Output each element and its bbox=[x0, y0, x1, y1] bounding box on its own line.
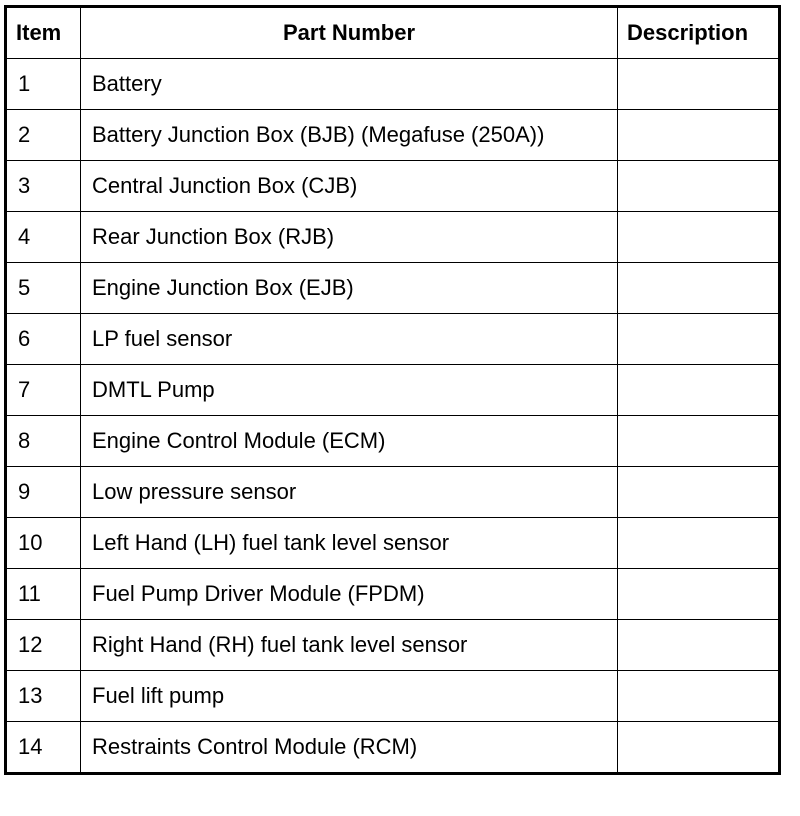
description-cell bbox=[618, 263, 780, 314]
part-name-cell: LP fuel sensor bbox=[81, 314, 618, 365]
description-cell bbox=[618, 569, 780, 620]
description-cell bbox=[618, 467, 780, 518]
table-row bbox=[6, 263, 780, 314]
part-name-cell: Engine Control Module (ECM) bbox=[81, 416, 618, 467]
description-cell bbox=[618, 314, 780, 365]
item-number-cell: 5 bbox=[6, 263, 81, 314]
description-cell bbox=[618, 722, 780, 774]
part-name-cell: Rear Junction Box (RJB) bbox=[81, 212, 618, 263]
part-name-cell: Battery Junction Box (BJB) (Megafuse (250A)) bbox=[81, 110, 618, 161]
item-number-cell: 9 bbox=[6, 467, 81, 518]
table-row bbox=[6, 110, 780, 161]
item-number-cell: 2 bbox=[6, 110, 81, 161]
item-number-cell: 14 bbox=[6, 722, 81, 774]
header-part-number: Part Number bbox=[81, 7, 618, 59]
parts-table bbox=[4, 5, 781, 775]
part-name-cell: Restraints Control Module (RCM) bbox=[81, 722, 618, 774]
part-name-cell: DMTL Pump bbox=[81, 365, 618, 416]
table-row bbox=[6, 518, 780, 569]
table-row bbox=[6, 212, 780, 263]
header-item: Item bbox=[6, 7, 81, 59]
table-body bbox=[6, 59, 780, 774]
item-number-cell: 4 bbox=[6, 212, 81, 263]
item-number-cell: 3 bbox=[6, 161, 81, 212]
table-row bbox=[6, 467, 780, 518]
description-cell bbox=[618, 518, 780, 569]
table-row bbox=[6, 161, 780, 212]
header-row bbox=[6, 7, 780, 59]
description-cell bbox=[618, 161, 780, 212]
table-row bbox=[6, 722, 780, 774]
item-number-cell: 6 bbox=[6, 314, 81, 365]
part-name-cell: Left Hand (LH) fuel tank level sensor bbox=[81, 518, 618, 569]
description-cell bbox=[618, 416, 780, 467]
item-number-cell: 8 bbox=[6, 416, 81, 467]
table-row bbox=[6, 314, 780, 365]
description-cell bbox=[618, 620, 780, 671]
item-number-cell: 10 bbox=[6, 518, 81, 569]
part-name-cell: Battery bbox=[81, 59, 618, 110]
part-name-cell: Central Junction Box (CJB) bbox=[81, 161, 618, 212]
item-number-cell: 12 bbox=[6, 620, 81, 671]
table-row bbox=[6, 365, 780, 416]
header-description: Description bbox=[618, 7, 780, 59]
item-number-cell: 11 bbox=[6, 569, 81, 620]
description-cell bbox=[618, 365, 780, 416]
table-row bbox=[6, 416, 780, 467]
item-number-cell: 13 bbox=[6, 671, 81, 722]
part-name-cell: Engine Junction Box (EJB) bbox=[81, 263, 618, 314]
table-row bbox=[6, 620, 780, 671]
description-cell bbox=[618, 671, 780, 722]
part-name-cell: Low pressure sensor bbox=[81, 467, 618, 518]
part-name-cell: Fuel Pump Driver Module (FPDM) bbox=[81, 569, 618, 620]
part-name-cell: Right Hand (RH) fuel tank level sensor bbox=[81, 620, 618, 671]
item-number-cell: 1 bbox=[6, 59, 81, 110]
table-row bbox=[6, 671, 780, 722]
item-number-cell: 7 bbox=[6, 365, 81, 416]
table-header bbox=[6, 7, 780, 59]
description-cell bbox=[618, 110, 780, 161]
description-cell bbox=[618, 59, 780, 110]
table-row bbox=[6, 569, 780, 620]
part-name-cell: Fuel lift pump bbox=[81, 671, 618, 722]
table-row bbox=[6, 59, 780, 110]
description-cell bbox=[618, 212, 780, 263]
